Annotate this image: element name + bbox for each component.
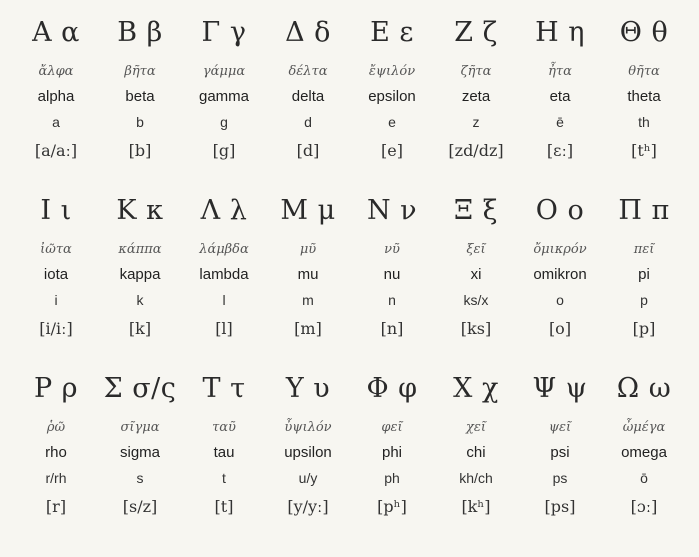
letter-name: iota [43, 266, 69, 283]
ipa-pronunciation: [kʰ] [461, 497, 491, 516]
letter-cell-theta [602, 12, 686, 190]
native-name: σῖγμα [120, 420, 160, 435]
letter-glyphs: Φ φ [366, 373, 418, 404]
native-name: ῥῶ [46, 420, 66, 435]
letter-glyphs: Ρ ρ [33, 373, 79, 404]
ipa-pronunciation: [r] [45, 497, 67, 516]
ipa-pronunciation: [pʰ] [377, 497, 407, 516]
letter-name: mu [297, 266, 319, 283]
letter-cell-psi [518, 368, 602, 546]
transliteration: z [472, 114, 480, 130]
native-name: γάμμα [202, 64, 246, 79]
letter-glyphs: Λ λ [200, 195, 248, 226]
letter-glyphs: Β β [117, 17, 163, 48]
native-name: ἰῶτα [40, 242, 72, 257]
native-name: λάμβδα [199, 242, 249, 257]
transliteration: u/y [298, 470, 318, 486]
native-name: ἄλφα [38, 64, 74, 79]
letter-cell-delta [266, 12, 350, 190]
transliteration: r/rh [45, 470, 67, 486]
ipa-pronunciation: [ɔː] [630, 497, 658, 516]
letter-cell-upsilon [266, 368, 350, 546]
letter-name: alpha [37, 88, 75, 105]
letter-name: theta [627, 88, 661, 105]
transliteration: ps [552, 470, 568, 486]
transliteration: ph [384, 470, 400, 486]
ipa-pronunciation: [s/z] [122, 497, 158, 516]
transliteration: b [136, 114, 144, 130]
letter-name: pi [638, 266, 650, 283]
letter-name: epsilon [368, 88, 416, 105]
ipa-pronunciation: [l] [215, 319, 233, 338]
letter-glyphs: Η η [535, 17, 585, 48]
letter-glyphs: Δ δ [285, 17, 331, 48]
transliteration: ē [556, 114, 564, 130]
letter-name: zeta [461, 88, 491, 105]
letter-name: rho [45, 444, 67, 461]
letter-glyphs: Θ θ [619, 17, 669, 48]
ipa-pronunciation: [g] [212, 141, 236, 160]
letter-glyphs: Υ υ [285, 373, 331, 404]
ipa-pronunciation: [y/yː] [287, 497, 329, 516]
letter-name: eta [549, 88, 571, 105]
letter-cell-lambda [182, 190, 266, 368]
native-name: δέλτα [288, 64, 328, 79]
ipa-pronunciation: [e] [381, 141, 403, 160]
letter-name: tau [213, 444, 235, 461]
ipa-pronunciation: [p] [632, 319, 656, 338]
letter-glyphs: Ι ι [40, 195, 72, 226]
transliteration: kh/ch [459, 470, 493, 486]
letter-name: omega [621, 444, 667, 461]
letter-cell-nu [350, 190, 434, 368]
letter-glyphs: Ω ω [616, 373, 672, 404]
ipa-pronunciation: [ɛː] [546, 141, 574, 160]
letter-cell-xi [434, 190, 518, 368]
letter-glyphs: Ζ ζ [454, 17, 498, 48]
letter-glyphs: Ε ε [370, 17, 414, 48]
letter-cell-chi [434, 368, 518, 546]
native-name: νῦ [384, 242, 400, 257]
native-name: ἔψιλόν [368, 64, 416, 79]
transliteration: o [556, 292, 564, 308]
letter-cell-eta [518, 12, 602, 190]
ipa-pronunciation: [b] [128, 141, 152, 160]
native-name: φεῖ [381, 420, 403, 435]
letter-name: sigma [119, 444, 160, 461]
alphabet-grid [14, 12, 686, 546]
letter-name: delta [291, 88, 325, 105]
ipa-pronunciation: [t] [214, 497, 234, 516]
transliteration: m [302, 292, 314, 308]
transliteration: s [136, 470, 144, 486]
ipa-pronunciation: [d] [296, 141, 320, 160]
transliteration: l [222, 292, 226, 308]
letter-glyphs: Ψ ψ [532, 373, 588, 404]
letter-name: xi [470, 266, 482, 283]
native-name: ζῆτα [460, 64, 492, 79]
native-name: χεῖ [466, 420, 486, 435]
letter-name: lambda [199, 266, 249, 283]
ipa-pronunciation: [i/iː] [39, 319, 73, 338]
letter-glyphs: Κ κ [116, 195, 164, 226]
native-name: κάππα [118, 242, 162, 257]
letter-glyphs: Τ τ [202, 373, 246, 404]
letter-glyphs: Γ γ [201, 17, 247, 48]
ipa-pronunciation: [zd/dz] [448, 141, 504, 160]
letter-name: gamma [198, 88, 250, 105]
letter-glyphs: Σ σ/ς [103, 373, 177, 404]
transliteration: i [54, 292, 58, 308]
native-name: ταῦ [212, 420, 236, 435]
letter-glyphs: Α α [32, 17, 80, 48]
transliteration: p [640, 292, 648, 308]
transliteration: ō [640, 470, 648, 486]
native-name: ὦμέγα [622, 420, 666, 435]
native-name: μῦ [299, 242, 317, 257]
native-name: ἦτα [548, 64, 572, 79]
letter-cell-epsilon [350, 12, 434, 190]
letter-cell-phi [350, 368, 434, 546]
ipa-pronunciation: [m] [294, 319, 322, 338]
letter-cell-tau [182, 368, 266, 546]
letter-cell-sigma [98, 368, 182, 546]
native-name: θῆτα [628, 64, 660, 79]
transliteration: t [222, 470, 226, 486]
native-name: ὄμικρόν [533, 242, 587, 257]
ipa-pronunciation: [ks] [460, 319, 492, 338]
letter-name: psi [550, 444, 570, 461]
letter-cell-rho [14, 368, 98, 546]
transliteration: n [388, 292, 396, 308]
ipa-pronunciation: [ps] [544, 497, 576, 516]
letter-glyphs: Ο ο [535, 195, 585, 226]
ipa-pronunciation: [o] [548, 319, 572, 338]
native-name: ὖψιλόν [284, 420, 332, 435]
letter-glyphs: Ν ν [366, 195, 418, 226]
letter-glyphs: Μ μ [280, 195, 336, 226]
transliteration: th [638, 114, 650, 130]
letter-glyphs: Χ χ [453, 373, 499, 404]
transliteration: ks/x [463, 292, 489, 308]
transliteration: e [388, 114, 396, 130]
letter-name: kappa [119, 266, 161, 283]
letter-name: chi [466, 444, 486, 461]
letter-glyphs: Ξ ξ [454, 195, 498, 226]
letter-name: upsilon [284, 444, 332, 461]
letter-cell-alpha [14, 12, 98, 190]
ipa-pronunciation: [tʰ] [631, 141, 657, 160]
native-name: ψεῖ [548, 420, 572, 435]
transliteration: a [52, 114, 60, 130]
letter-cell-omikron [518, 190, 602, 368]
letter-name: phi [381, 444, 403, 461]
letter-name: nu [383, 266, 401, 283]
letter-cell-mu [266, 190, 350, 368]
letter-cell-kappa [98, 190, 182, 368]
native-name: βῆτα [124, 64, 156, 79]
letter-cell-omega [602, 368, 686, 546]
native-name: ξεῖ [466, 242, 486, 257]
transliteration: g [220, 114, 228, 130]
letter-cell-beta [98, 12, 182, 190]
native-name: πεῖ [633, 242, 655, 257]
letter-cell-gamma [182, 12, 266, 190]
letter-cell-zeta [434, 12, 518, 190]
ipa-pronunciation: [a/aː] [34, 141, 78, 160]
letter-glyphs: Π π [618, 195, 670, 226]
transliteration: k [136, 292, 144, 308]
ipa-pronunciation: [n] [380, 319, 404, 338]
letter-name: beta [125, 88, 155, 105]
ipa-pronunciation: [k] [128, 319, 152, 338]
letter-cell-iota [14, 190, 98, 368]
letter-name: omikron [533, 266, 587, 283]
letter-cell-pi [602, 190, 686, 368]
transliteration: d [304, 114, 312, 130]
